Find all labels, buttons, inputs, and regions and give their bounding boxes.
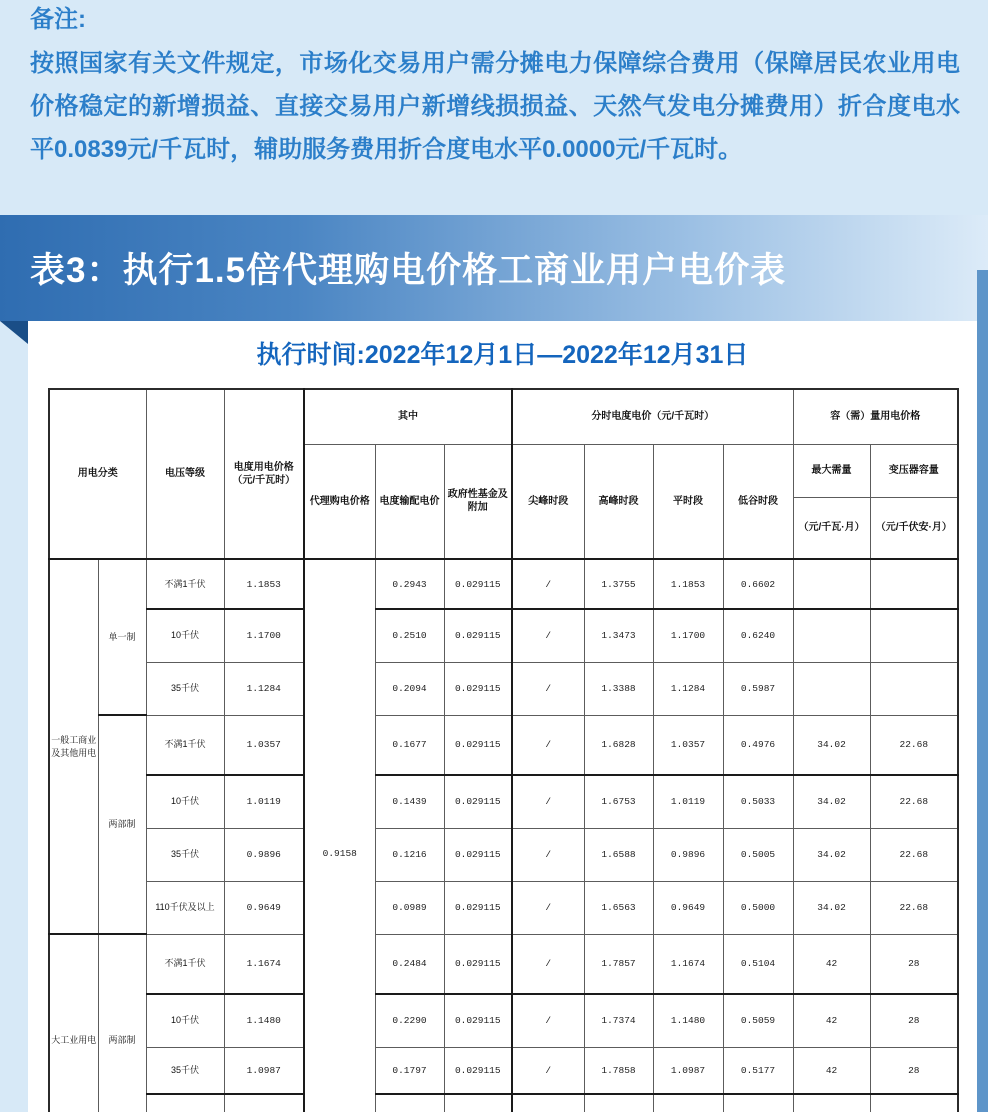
gov-funds-cell: 0.029115: [444, 934, 512, 994]
valley-cell: 0.5104: [723, 934, 793, 994]
peak-cell: 1.3388: [584, 662, 653, 715]
col-header-flat: 平时段: [653, 444, 723, 559]
valley-cell: 0.4976: [723, 715, 793, 775]
col-header-transformer-capacity: 变压器容量: [870, 444, 958, 497]
max-demand-cell: [793, 559, 870, 609]
energy-price-cell: 1.0357: [224, 715, 304, 775]
execution-period: 执行时间:2022年12月1日—2022年12月31日: [256, 341, 749, 369]
table-row: [49, 715, 958, 775]
energy-price-cell: [224, 1094, 304, 1112]
gov-funds-cell: 0.029115: [444, 715, 512, 775]
col-header-max-demand-unit: （元/千瓦·月）: [793, 497, 870, 559]
transmission-price-cell: 0.2094: [375, 662, 444, 715]
valley-cell: 0.5059: [723, 994, 793, 1047]
max-demand-cell: 42: [793, 1047, 870, 1094]
gov-funds-cell: 0.029115: [444, 828, 512, 881]
energy-price-cell: 1.0119: [224, 775, 304, 828]
col-header-voltage-level: 电压等级: [146, 389, 224, 559]
col-header-transmission-price: 电度输配电价: [375, 444, 444, 559]
transmission-price-cell: 0.1677: [375, 715, 444, 775]
voltage-cell: 不满1千伏: [146, 934, 224, 994]
valley-cell: 0.6602: [723, 559, 793, 609]
usage-class-general-commercial: 一般工商业及其他用电: [49, 559, 98, 934]
transformer-cell: [870, 609, 958, 662]
flat-cell: 1.0987: [653, 1047, 723, 1094]
table-row: [49, 559, 958, 609]
energy-price-cell: 1.1674: [224, 934, 304, 994]
table-row: [49, 775, 958, 828]
sharp-peak-cell: /: [512, 881, 584, 934]
valley-cell: 0.5177: [723, 1047, 793, 1094]
system-single: 单一制: [98, 559, 146, 715]
sharp-peak-cell: /: [512, 994, 584, 1047]
table-row: [49, 881, 958, 934]
table-row: [49, 934, 958, 994]
table-row: [49, 609, 958, 662]
gov-funds-cell: 0.029115: [444, 559, 512, 609]
note-section: [30, 4, 960, 171]
system-two-part: 两部制: [98, 715, 146, 934]
voltage-cell: 35千伏: [146, 828, 224, 881]
max-demand-cell: 34.02: [793, 881, 870, 934]
max-demand-cell: 34.02: [793, 828, 870, 881]
sharp-peak-cell: /: [512, 828, 584, 881]
col-header-among: 其中: [304, 389, 512, 444]
energy-price-cell: 1.1480: [224, 994, 304, 1047]
transformer-cell: [870, 559, 958, 609]
table3-title: 表3：执行1.5倍代理购电价格工商业用户电价表: [30, 251, 787, 290]
gov-funds-cell: 0.029115: [444, 609, 512, 662]
transmission-price-cell: [375, 1094, 444, 1112]
system-two-part-2: 两部制: [98, 934, 146, 1112]
max-demand-cell: [793, 1094, 870, 1112]
flat-cell: [653, 1094, 723, 1112]
peak-cell: [584, 1094, 653, 1112]
flat-cell: 0.9649: [653, 881, 723, 934]
banner-fold-triangle: [0, 321, 28, 344]
voltage-cell: 110千伏及以上: [146, 881, 224, 934]
max-demand-cell: [793, 662, 870, 715]
voltage-cell: 10千伏: [146, 775, 224, 828]
peak-cell: 1.3755: [584, 559, 653, 609]
sharp-peak-cell: /: [512, 715, 584, 775]
voltage-cell: 不满1千伏: [146, 715, 224, 775]
energy-price-cell: 0.9896: [224, 828, 304, 881]
peak-cell: 1.6563: [584, 881, 653, 934]
energy-price-cell: 1.1284: [224, 662, 304, 715]
col-header-peak: 高峰时段: [584, 444, 653, 559]
transformer-cell: [870, 1094, 958, 1112]
peak-cell: 1.7857: [584, 934, 653, 994]
right-accent-bar: [977, 270, 988, 1112]
flat-cell: 1.1674: [653, 934, 723, 994]
gov-funds-cell: 0.029115: [444, 775, 512, 828]
peak-cell: 1.6588: [584, 828, 653, 881]
max-demand-cell: [793, 609, 870, 662]
valley-cell: 0.6240: [723, 609, 793, 662]
transformer-cell: 22.68: [870, 828, 958, 881]
col-header-agent-price: 代理购电价格: [304, 444, 375, 559]
flat-cell: 0.9896: [653, 828, 723, 881]
col-header-valley: 低谷时段: [723, 444, 793, 559]
transmission-price-cell: 0.2290: [375, 994, 444, 1047]
transmission-price-cell: 0.1797: [375, 1047, 444, 1094]
transmission-price-cell: 0.2510: [375, 609, 444, 662]
col-header-transformer-unit: （元/千伏安·月）: [870, 497, 958, 559]
gov-funds-cell: 0.029115: [444, 994, 512, 1047]
price-table: [48, 388, 959, 1112]
col-header-gov-funds: 政府性基金及附加: [444, 444, 512, 559]
transmission-price-cell: 0.2943: [375, 559, 444, 609]
gov-funds-cell: 0.029115: [444, 881, 512, 934]
sharp-peak-cell: /: [512, 662, 584, 715]
col-header-max-demand: 最大需量: [793, 444, 870, 497]
valley-cell: [723, 1094, 793, 1112]
col-header-capacity-price: 容（需）量用电价格: [793, 389, 958, 444]
transmission-price-cell: 0.2484: [375, 934, 444, 994]
peak-cell: 1.7858: [584, 1047, 653, 1094]
usage-class-large-industry: 大工业用电: [49, 934, 98, 1112]
flat-cell: 1.1700: [653, 609, 723, 662]
sharp-peak-cell: /: [512, 775, 584, 828]
max-demand-cell: 42: [793, 934, 870, 994]
valley-cell: 0.5000: [723, 881, 793, 934]
energy-price-cell: 1.1853: [224, 559, 304, 609]
transmission-price-cell: 0.0989: [375, 881, 444, 934]
flat-cell: 1.1480: [653, 994, 723, 1047]
voltage-cell: 10千伏: [146, 994, 224, 1047]
transformer-cell: [870, 662, 958, 715]
transmission-price-cell: 0.1439: [375, 775, 444, 828]
sharp-peak-cell: /: [512, 934, 584, 994]
table-row: [49, 994, 958, 1047]
voltage-cell: 不满1千伏: [146, 559, 224, 609]
peak-cell: 1.6828: [584, 715, 653, 775]
voltage-cell: 35千伏: [146, 1047, 224, 1094]
sharp-peak-cell: /: [512, 1047, 584, 1094]
col-header-usage-class: 用电分类: [49, 389, 146, 559]
note-label: 备注:: [30, 6, 86, 33]
energy-price-cell: 1.1700: [224, 609, 304, 662]
col-header-energy-price: 电度用电价格（元/千瓦时）: [224, 389, 304, 559]
col-header-tou-price: 分时电度电价（元/千瓦时）: [512, 389, 793, 444]
sharp-peak-cell: /: [512, 609, 584, 662]
transformer-cell: 22.68: [870, 775, 958, 828]
table-row: [49, 828, 958, 881]
table-row: [49, 662, 958, 715]
table-row-partial: [49, 1094, 958, 1112]
gov-funds-cell: 0.029115: [444, 662, 512, 715]
note-body: 按照国家有关文件规定，市场化交易用户需分摊电力保障综合费用（保障居民农业用电价格稳定的新增损益、直接交易用户新增线损损益、天然气发电分摊费用）折合度电水平0.0839元/千瓦时，辅助服务费用折合度电水平0.0000元/千瓦时。: [30, 50, 960, 163]
transformer-cell: 28: [870, 1047, 958, 1094]
sharp-peak-cell: [512, 1094, 584, 1112]
peak-cell: 1.6753: [584, 775, 653, 828]
peak-cell: 1.7374: [584, 994, 653, 1047]
transformer-cell: 28: [870, 934, 958, 994]
voltage-cell: 35千伏: [146, 662, 224, 715]
flat-cell: 1.1284: [653, 662, 723, 715]
col-header-sharp-peak: 尖峰时段: [512, 444, 584, 559]
gov-funds-cell: [444, 1094, 512, 1112]
transformer-cell: 22.68: [870, 881, 958, 934]
valley-cell: 0.5987: [723, 662, 793, 715]
content-panel: [28, 321, 988, 1112]
voltage-cell: [146, 1094, 224, 1112]
flat-cell: 1.0119: [653, 775, 723, 828]
table3-banner: [0, 215, 988, 321]
sharp-peak-cell: /: [512, 559, 584, 609]
energy-price-cell: 1.0987: [224, 1047, 304, 1094]
max-demand-cell: 34.02: [793, 775, 870, 828]
energy-price-cell: 0.9649: [224, 881, 304, 934]
transformer-cell: 22.68: [870, 715, 958, 775]
valley-cell: 0.5033: [723, 775, 793, 828]
agent-price-merged-cell: 0.9158: [304, 559, 375, 1112]
max-demand-cell: 34.02: [793, 715, 870, 775]
flat-cell: 1.1853: [653, 559, 723, 609]
transformer-cell: 28: [870, 994, 958, 1047]
flat-cell: 1.0357: [653, 715, 723, 775]
max-demand-cell: 42: [793, 994, 870, 1047]
peak-cell: 1.3473: [584, 609, 653, 662]
table-row: [49, 1047, 958, 1094]
gov-funds-cell: 0.029115: [444, 1047, 512, 1094]
panel-inner: [48, 335, 957, 1112]
voltage-cell: 10千伏: [146, 609, 224, 662]
transmission-price-cell: 0.1216: [375, 828, 444, 881]
valley-cell: 0.5005: [723, 828, 793, 881]
